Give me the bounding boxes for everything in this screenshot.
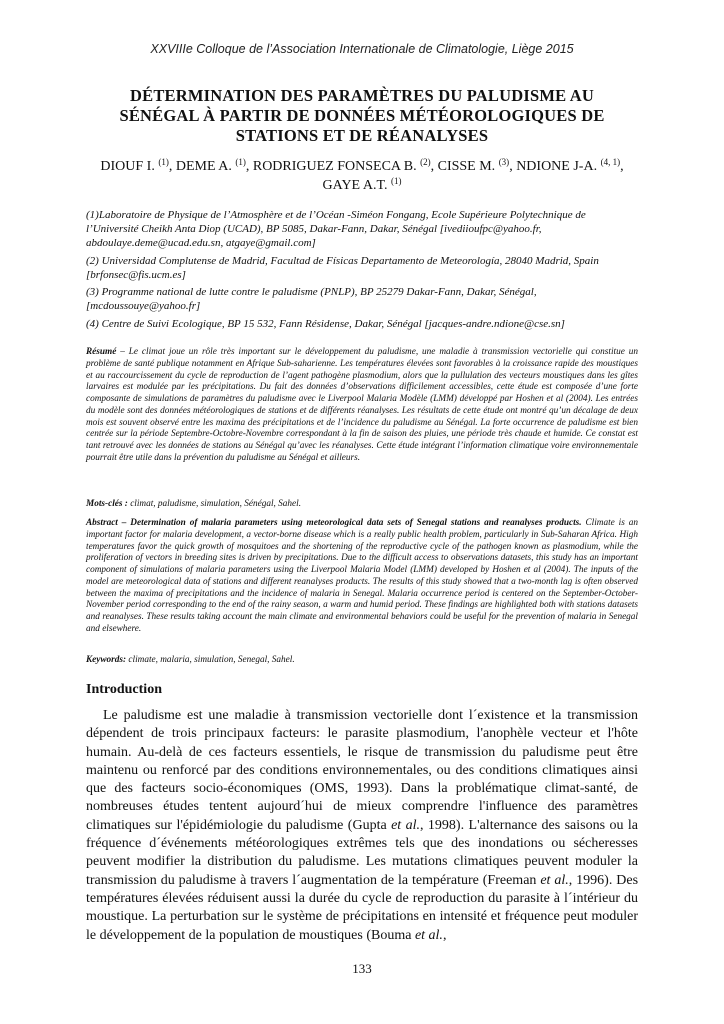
abstract-label: Abstract – Determination of malaria parameters using meteorological data sets of Senegal stations and reanalyses products. (86, 518, 582, 528)
affiliation-3: (3) Programme national de lutte contre le paludisme (PNLP), BP 25279 Dakar-Fann, Dakar, Sénégal, [mcdoussouye@yahoo.fr] (86, 286, 537, 313)
keywords-label: Keywords: (86, 655, 127, 665)
abstract-text: Climate is an important factor for malaria development, a vector-borne disease which is a really public health problem, particularly in Sub-Saharan Africa. High temperatures favor the quick growth of mosquitoes and the shortening of the reproductive cycle of the pathogen known as plasmodium, while the proliferation of vectors in breeding sites is driven by precipitations. Due to the difficult access to observations datasets, this study has an important component of simulations of malaria parameters using the Liverpool Malaria Model (LMM) developed by Hoshen et al (2004). The inputs of the model are meteorological data of stations and different reanalyses products. The results of this study showed that a two-month lag is often observed between the maxima of precipitations and the incidence of malaria in Senegal. Malaria occurrence period is centered on the September-October-November period corresponding to the end of the rainy season, a warm and humid period. These findings are highlighted both with stations datasets and reanalyses. These results taking account the main climate and environmental behaviors could be useful for the prevention of malaria in Senegal and elsewhere. (86, 518, 639, 634)
resume-paragraph (86, 347, 638, 465)
abstract-paragraph (86, 518, 638, 636)
author-list (70, 157, 654, 195)
body-text-run: , 1998). L'alternance des saisons ou la fréquence d´événements météorologiques extrêmes tels que des inondations ou sécheresses peuvent modifier la distribution du paludisme. Les mutations climatiques peuvent moduler la transmission du paludisme à travers l´augmentation de la température (Freeman (86, 817, 638, 888)
author-name: DIOUF I. (100, 159, 155, 174)
author-affiliation-mark: (1) (235, 157, 246, 167)
author-affiliation-mark: (4, 1) (600, 157, 621, 167)
citation-etal: et al. (414, 927, 443, 943)
author-affiliation-mark: (1) (158, 157, 169, 167)
citation-etal: et al. (540, 872, 569, 888)
resume-text: – Le climat joue un rôle très important sur le développement du paludisme, une maladie à transmission vectorielle qui constitue un problème de santé publique notamment en Afrique Sub-saharienne. Les températures élevées sont favorables à la croissance rapide des moustiques et au raccourcissement du cycle de reproduction de l’agent pathogène plasmodium, alors que la pullulation des vecteurs moustiques dans les gîtes larvaires est modulée par les précipitations. Du fait des données d’observations difficilement accessibles, cette étude est composée d’une forte composante de simulations de paramètres du paludisme avec le Liverpool Malaria Modèle (LMM) développé par Hoshen et al (2004). Les entrées du modèle sont des données météorologiques de stations et de différents réanalyses. Les résultats de cette étude ont montré qu’un décalage de deux mois est souvent observé entre les maxima des précipitations et de l’incidence du paludisme au Sénégal. La forte occurrence de paludisme est bien centrée sur la période Septembre-Octobre-Novembre correspondant à la fin de saison des pluies, une période très chaude et humide. Ce constat est tant retrouvé avec les données de stations au Sénégal qu’avec les réanalyses. Cette étude intégrant l’information climatique voire environnementale pourrait être utile dans la prévention du paludisme au Sénégal et ailleurs. (86, 347, 638, 463)
author-name: GAYE A.T. (322, 178, 388, 193)
mots-cles-text: climat, paludisme, simulation, Sénégal, Sahel. (127, 499, 302, 509)
conference-header: XXVIIIe Colloque de l’Association Internationale de Climatologie, Liège 2015 (150, 42, 574, 56)
author-name: , NDIONE J-A. (509, 159, 598, 174)
body-text-run: Le paludisme est une maladie à transmission vectorielle dont l´existence et la transmission dépendent de trois principaux facteurs: le parasite plasmodium, l'anophèle vecteur et l'hôte humain. Au-delà de ces facteurs essentiels, le risque de transmission du paludisme peut être maintenu ou renforcé par des conditions environnementales, ou des conditions climatiques ainsi que des facteurs socio-économiques (OMS, 1993). Dans la problématique climat-santé, de nombreuses études tentent aujourd´hui de mieux comprendre l'influence des paramètres climatiques sur l'épidémiologie du paludisme (Gupta (86, 708, 638, 833)
citation-etal: et al. (391, 817, 421, 833)
introduction-body (86, 707, 638, 945)
author-name: , RODRIGUEZ FONSECA B. (245, 159, 417, 174)
title-line: SÉNÉGAL À PARTIR DE DONNÉES MÉTÉOROLOGIQUES DE (119, 106, 605, 125)
mots-cles (86, 499, 301, 511)
body-text-run: , (442, 927, 447, 943)
section-heading-introduction: Introduction (86, 682, 162, 697)
introduction-paragraph (86, 707, 638, 945)
author-separator: , (620, 159, 624, 174)
resume-label: Résumé (86, 347, 117, 357)
author-affiliation-mark: (2) (420, 157, 431, 167)
mots-cles-label: Mots-clés : (86, 499, 128, 509)
title-line: DÉTERMINATION DES PARAMÈTRES DU PALUDISME AU (130, 86, 594, 105)
author-name: , DEME A. (168, 159, 232, 174)
keywords (86, 655, 295, 667)
affiliation-4: (4) Centre de Suivi Ecologique, BP 15 532, Fann Résidense, Dakar, Sénégal [jacques-andre.ndione@cse.sn] (86, 318, 565, 330)
body-text-run: , 1996). Des températures élevées réduisent aussi la durée du cycle de reproduction du parasite à l´intérieur du moustique. La perturbation sur le système de précipitations en intensité et fréquence peut moduler le développement de la population de moustiques (Bouma (86, 872, 639, 943)
title-line: STATIONS ET DE RÉANALYSES (235, 126, 489, 145)
paper-title (70, 86, 654, 146)
author-affiliation-mark: (1) (390, 176, 402, 186)
affiliation-2: (2) Universidad Complutense de Madrid, Facultad de Físicas Departamento de Meteorología, 28040 Madrid, Spain [brfonsec@fis.ucm.es] (86, 255, 599, 282)
author-affiliation-mark: (3) (498, 157, 510, 167)
keywords-text: climate, malaria, simulation, Senegal, Sahel. (126, 655, 295, 665)
page-number: 133 (352, 961, 372, 976)
author-name: , CISSE M. (430, 159, 496, 174)
affiliation-1: (1)Laboratoire de Physique de l’Atmosphère et de l’Océan -Siméon Fongang, Ecole Supérieure Polytechnique de l’Université Cheikh Anta Diop (UCAD), BP 5085, Dakar-Fann, Dakar, Sénégal [ivediioufpc@yahoo.fr, abdoulaye.deme@ucad.edu.sn, atgaye@gmail.com] (86, 209, 586, 250)
